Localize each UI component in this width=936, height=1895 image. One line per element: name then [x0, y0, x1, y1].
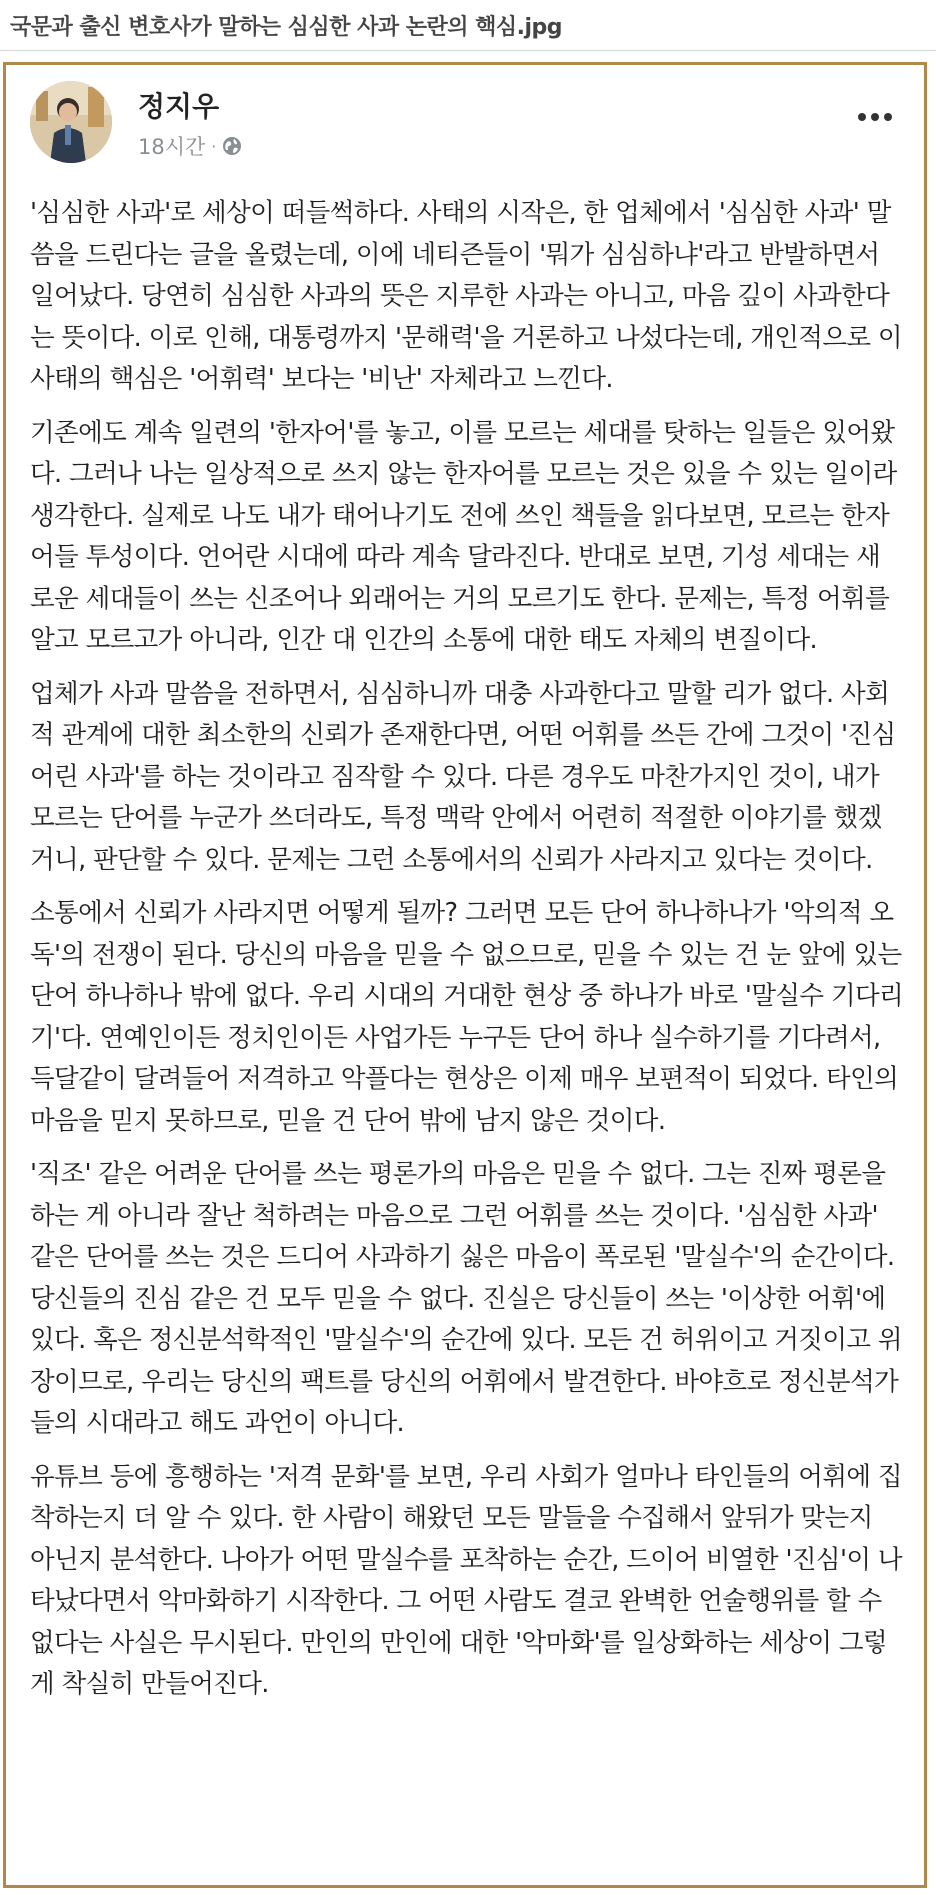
post-paragraph: '직조' 같은 어려운 단어를 쓰는 평론가의 마음은 믿을 수 없다. 그는 진짜 평론을 하는 게 아니라 잘난 척하려는 마음으로 그런 어휘를 쓰는 것이다. '심심한 사과' 같은 단어를 쓰는 것은 드디어 사과하기 싫은 마음이 폭로된 '말실수'의 순간이다. 당신들의 진심 같은 건 모두 믿을 수 없다. 진실은 당신들이 쓰는 '이상한 어휘'에 있다. 혹은 정신분석학적인 '말실수'의 순간에 있다. 모든 건 허위이고 거짓이고 위장이므로, 우리는 당신의 팩트를 당신의 어휘에서 발견한다. 바야흐로 정신분석가들의 시대라고 해도 과언이 아니다.	[30, 1159, 902, 1438]
post-paragraph: 유튜브 등에 흥행하는 '저격 문화'를 보면, 우리 사회가 얼마나 타인들의 어휘에 집착하는지 더 알 수 있다. 한 사람이 해왔던 모든 말들을 수집해서 앞뒤가 맞는지 아닌지 분석한다. 나아가 어떤 말실수를 포착하는 순간, 드이어 비열한 '진심'이 나타났다면서 악마화하기 시작한다. 그 어떤 사람도 결코 완벽한 언술행위를 할 수 없다는 사실은 무시된다. 만인의 만인에 대한 '악마화'를 일상화하는 세상이 그렇게 착실히 만들어진다.	[30, 1461, 902, 1699]
page-title: 국문과 출신 변호사가 말하는 심심한 사과 논란의 핵심.jpg	[10, 14, 563, 40]
post-paragraph: 기존에도 계속 일련의 '한자어'를 놓고, 이를 모르는 세대를 탓하는 일들은 있어왔다. 그러나 나는 일상적으로 쓰지 않는 한자어를 모르는 것은 있을 수 있는 일이라 생각한다. 실제로 나도 내가 태어나기도 전에 쓰인 책들을 읽다보면, 모르는 한자어들 투성이다. 언어란 시대에 따라 계속 달라진다. 반대로 보면, 기성 세대는 새로운 세대들이 쓰는 신조어나 외래어는 거의 모르기도 한다. 문제는, 특정 어휘를 알고 모르고가 아니라, 인간 대 인간의 소통에 대한 태도 자체의 변질이다.	[30, 417, 897, 655]
avatar[interactable]	[30, 81, 112, 163]
more-dot	[871, 113, 879, 121]
author-name[interactable]: 정지우	[138, 90, 220, 123]
meta-separator: ·	[211, 136, 217, 156]
more-options-icon[interactable]	[856, 107, 894, 127]
post-paragraph: 업체가 사과 말씀을 전하면서, 심심하니까 대충 사과한다고 말할 리가 없다. 사회적 관계에 대한 최소한의 신뢰가 존재한다면, 어떤 어휘를 쓰든 간에 그것이 '진심어린 사과'를 하는 것이라고 짐작할 수 있다. 다른 경우도 마찬가지인 것이, 내가 모르는 단어를 누군가 쓰더라도, 특정 맥락 안에서 어련히 적절한 이야기를 했겠거니, 판단할 수 있다. 문제는 그런 소통에서의 신뢰가 사라지고 있다는 것이다.	[30, 678, 896, 875]
page-header	[0, 0, 936, 51]
post-header	[6, 65, 924, 175]
more-dot	[884, 113, 892, 121]
post-paragraph: 소통에서 신뢰가 사라지면 어떻게 될까? 그러면 모든 단어 하나하나가 '악의적 오독'의 전쟁이 된다. 당신의 마음을 믿을 수 없으므로, 믿을 수 있는 건 눈 앞에 있는 단어 하나하나 밖에 없다. 우리 시대의 거대한 현상 중 하나가 바로 '말실수 기다리기'다. 연예인이든 정치인이든 사업가든 누구든 단어 하나 실수하기를 기다려서, 득달같이 달려들어 저격하고 악플다는 현상은 이제 매우 보편적이 되었다. 타인의 마음을 믿지 못하므로, 믿을 건 단어 밖에 남지 않은 것이다.	[30, 898, 904, 1136]
post-card	[3, 62, 927, 1888]
globe-icon[interactable]	[222, 136, 242, 156]
post-paragraph: '심심한 사과'로 세상이 떠들썩하다. 사태의 시작은, 한 업체에서 '심심한 사과' 말씀을 드린다는 글을 올렸는데, 이에 네티즌들이 '뭐가 심심하냐'라고 반발하면서 일어났다. 당연히 심심한 사과의 뜻은 지루한 사과는 아니고, 마음 깊이 사과한다는 뜻이다. 이로 인해, 대통령까지 '문해력'을 거론하고 나섰다는데, 개인적으로 이 사태의 핵심은 '어휘력' 보다는 '비난' 자체라고 느낀다.	[30, 198, 902, 394]
post-meta	[138, 131, 242, 161]
more-dot	[858, 113, 866, 121]
post-body	[6, 175, 924, 1706]
post-time[interactable]: 18시간	[138, 135, 206, 159]
avatar-image	[30, 81, 112, 163]
